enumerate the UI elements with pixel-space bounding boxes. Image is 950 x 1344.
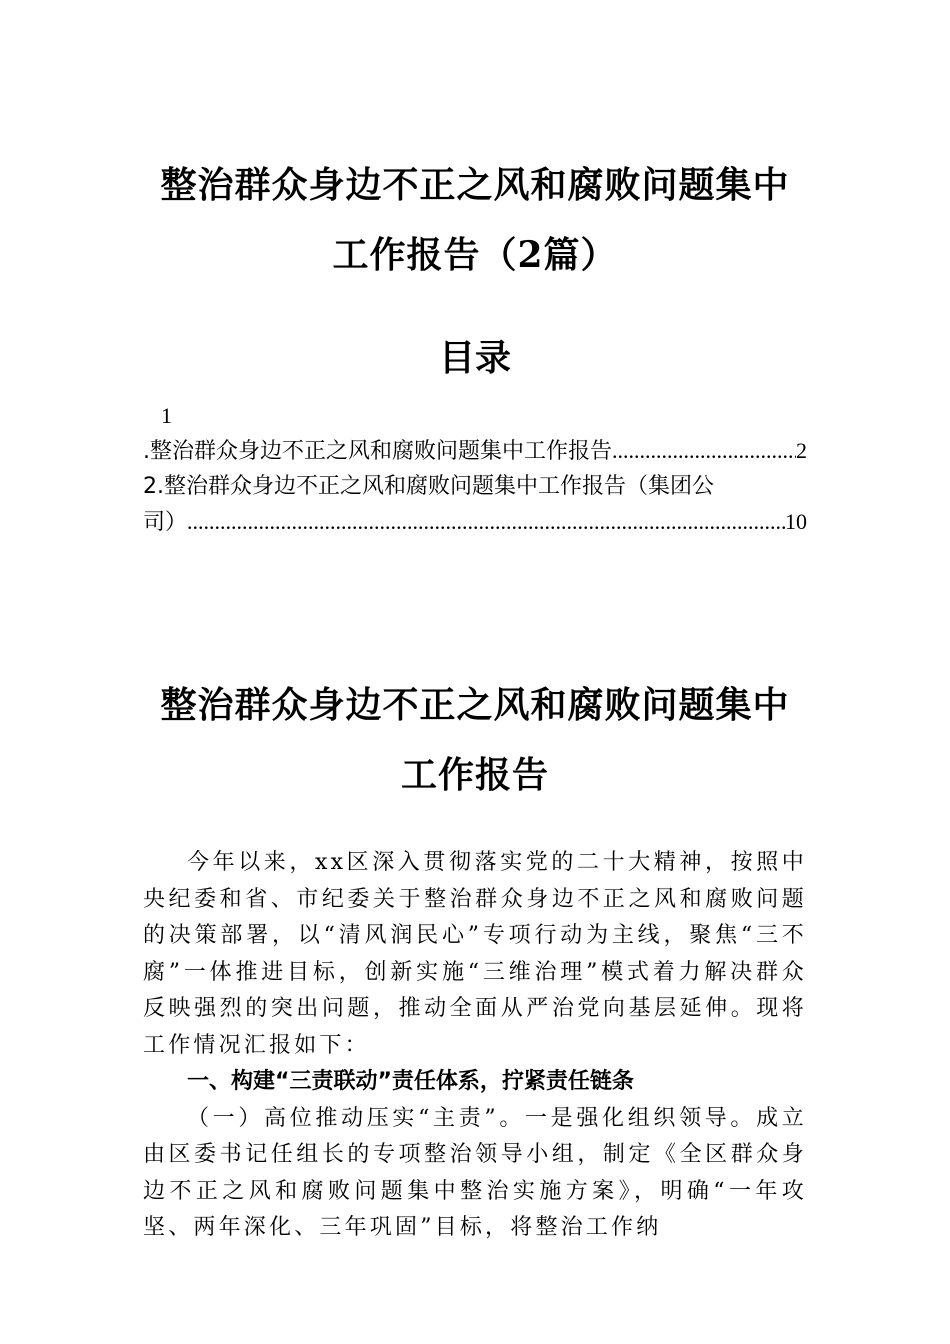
toc-entry-1-number-line [143,398,807,433]
article-intro-paragraph: 今年以来，xx区深入贯彻落实党的二十大精神，按照中央纪委和省、市纪委关于整治群众身边不正之风和腐败问题的决策部署，以“清风润民心”专项行动为主线，聚焦“三不腐”一体推进目标，创新实施“三维治理”模式着力解决群众反映强烈的突出问题，推动全面从严治党向基层延伸。现将工作情况汇报如下： [143,850,807,1058]
toc-heading: 目录 [438,337,511,379]
toc-entry-2-line2[interactable] [143,504,807,540]
toc-entry-1-number: 1 [161,403,172,428]
document-main-title: 整治群众身边不正之风和腐败问题集中工作报告（2篇） [160,164,790,276]
article-title: 整治群众身边不正之风和腐败问题集中工作报告 [160,684,790,796]
toc-entry-1[interactable] [143,433,807,469]
article-body [143,845,807,1247]
toc-leader-dots [612,433,796,468]
section-1-paragraph: （一）高位推动压实“主责”。一是强化组织领导。成立由区委书记任组长的专项整治领导小组，制定《全区群众身边不正之风和腐败问题集中整治实施方案》，明确“一年攻坚、两年深化、三年巩固”目标，将整治工作纳 [143,1105,807,1240]
toc-entry-1-page: 2 [796,438,807,463]
toc-entry-1-text: .整治群众身边不正之风和腐败问题集中工作报告 [143,439,612,464]
table-of-contents [143,398,807,540]
section-1-heading: 一、构建“三责联动”责任体系，拧紧责任链条 [187,1069,634,1094]
toc-leader-dots [187,504,785,539]
toc-entry-2-line1[interactable] [143,469,807,504]
toc-entry-2-text-line2: 司） [143,510,188,535]
toc-entry-2-page: 10 [785,509,807,534]
toc-entry-2-text-line1: 2.整治群众身边不正之风和腐败问题集中工作报告（集团公 [143,474,714,499]
